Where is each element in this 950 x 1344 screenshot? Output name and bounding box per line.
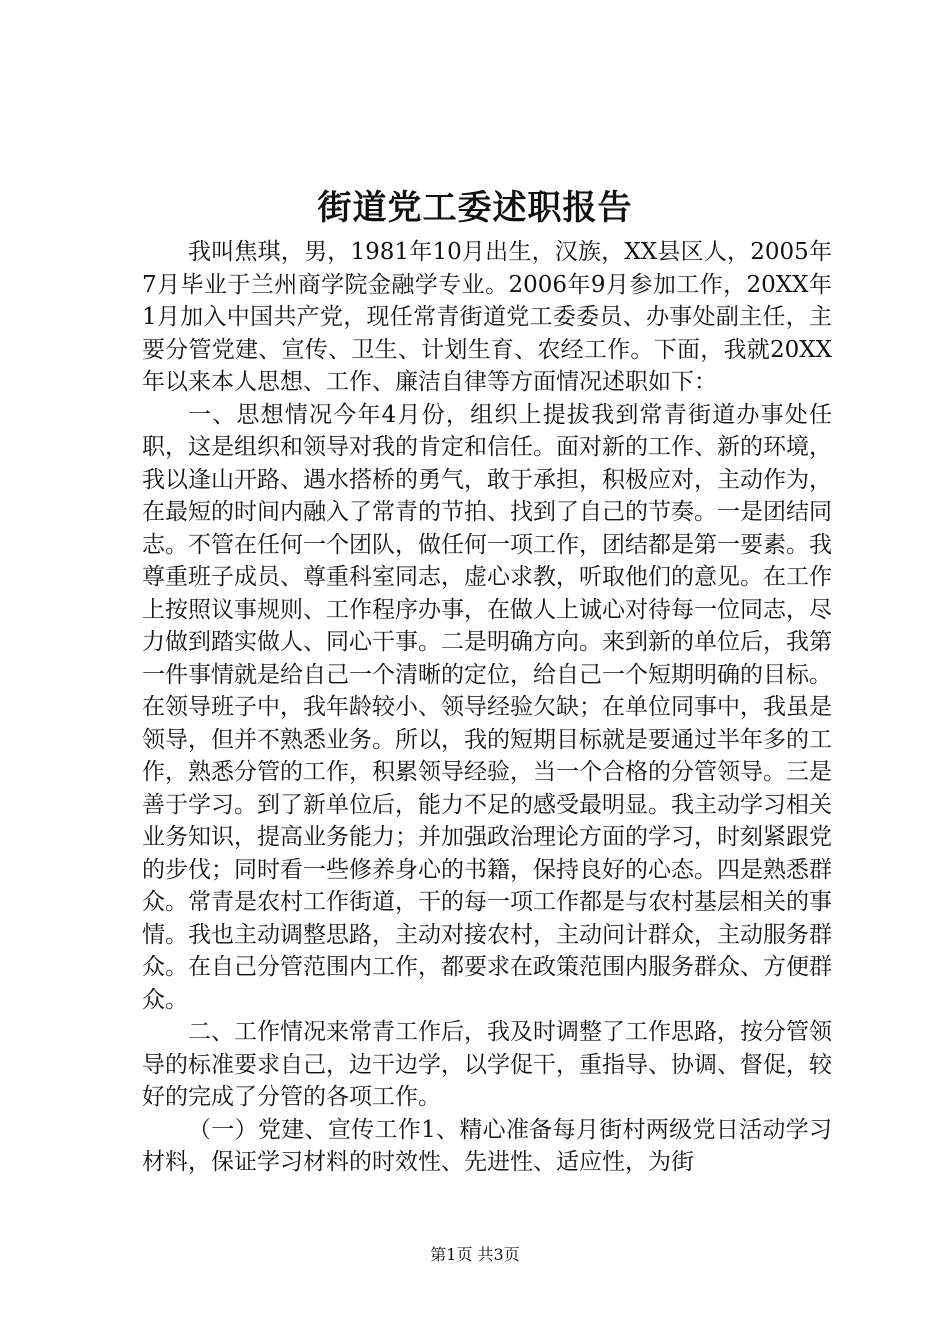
paragraph-thinking: 一、思想情况今年4月份，组织上提拔我到常青街道办事处任职，这是组织和领导对我的肯定和信任。面对新的工作、新的环境，我以逢山开路、遇水搭桥的勇气，敢于承担，积极应对，主动作为，在最短的时间内融入了常青的节拍、找到了自己的节奏。一是团结同志。不管在任何一个团队，做任何一项工作，团结都是第一要素。我尊重班子成员、尊重科室同志，虚心求教，听取他们的意见。在工作上按照议事规则、工作程序办事，在做人上诚心对待每一位同志，尽力做到踏实做人、同心干事。二是明确方向。来到新的单位后，我第一件事情就是给自己一个清晰的定位，给自己一个短期明确的目标。在领导班子中，我年龄较小、领导经验欠缺；在单位同事中，我虽是领导，但并不熟悉业务。所以，我的短期目标就是要通过半年多的工作，熟悉分管的工作，积累领导经验，当一个合格的分管领导。三是善于学习。到了新单位后，能力不足的感受最明显。我主动学习相关业务知识，提高业务能力；并加强政治理论方面的学习，时刻紧跟党的步伐；同时看一些修养身心的书籍，保持良好的心态。四是熟悉群众。常青是农村工作街道，干的每一项工作都是与农村基层相关的事情。我也主动调整思路，主动对接农村，主动问计群众，主动服务群众。在自己分管范围内工作，都要求在政策范围内服务群众、方便群众。 (142, 401, 832, 1013)
document-title: 街道党工委述职报告 (317, 188, 633, 228)
page-number: 第1页 共3页 (430, 1245, 520, 1264)
paragraph-party-building: （一）党建、宣传工作1、精心准备每月街村两级党日活动学习材料，保证学习材料的时效性、先进性、适应性，为街 (142, 1116, 832, 1175)
page-footer (0, 1245, 950, 1265)
paragraph-work: 二、工作情况来常青工作后，我及时调整了工作思路，按分管领导的标准要求自己，边干边学，以学促干，重指导、协调、督促，较好的完成了分管的各项工作。 (142, 1019, 832, 1110)
paragraph-intro: 我叫焦琪，男，1981年10月出生，汉族，XX县区人，2005年7月毕业于兰州商学院金融学专业。2006年9月参加工作，20XX年1月加入中国共产党，现任常青街道党工委委员、办事处副主任，主要分管党建、宣传、卫生、计划生育、农经工作。下面，我就20XX年以来本人思想、工作、廉洁自律等方面情况述职如下： (142, 239, 832, 395)
document-body (142, 236, 832, 1179)
